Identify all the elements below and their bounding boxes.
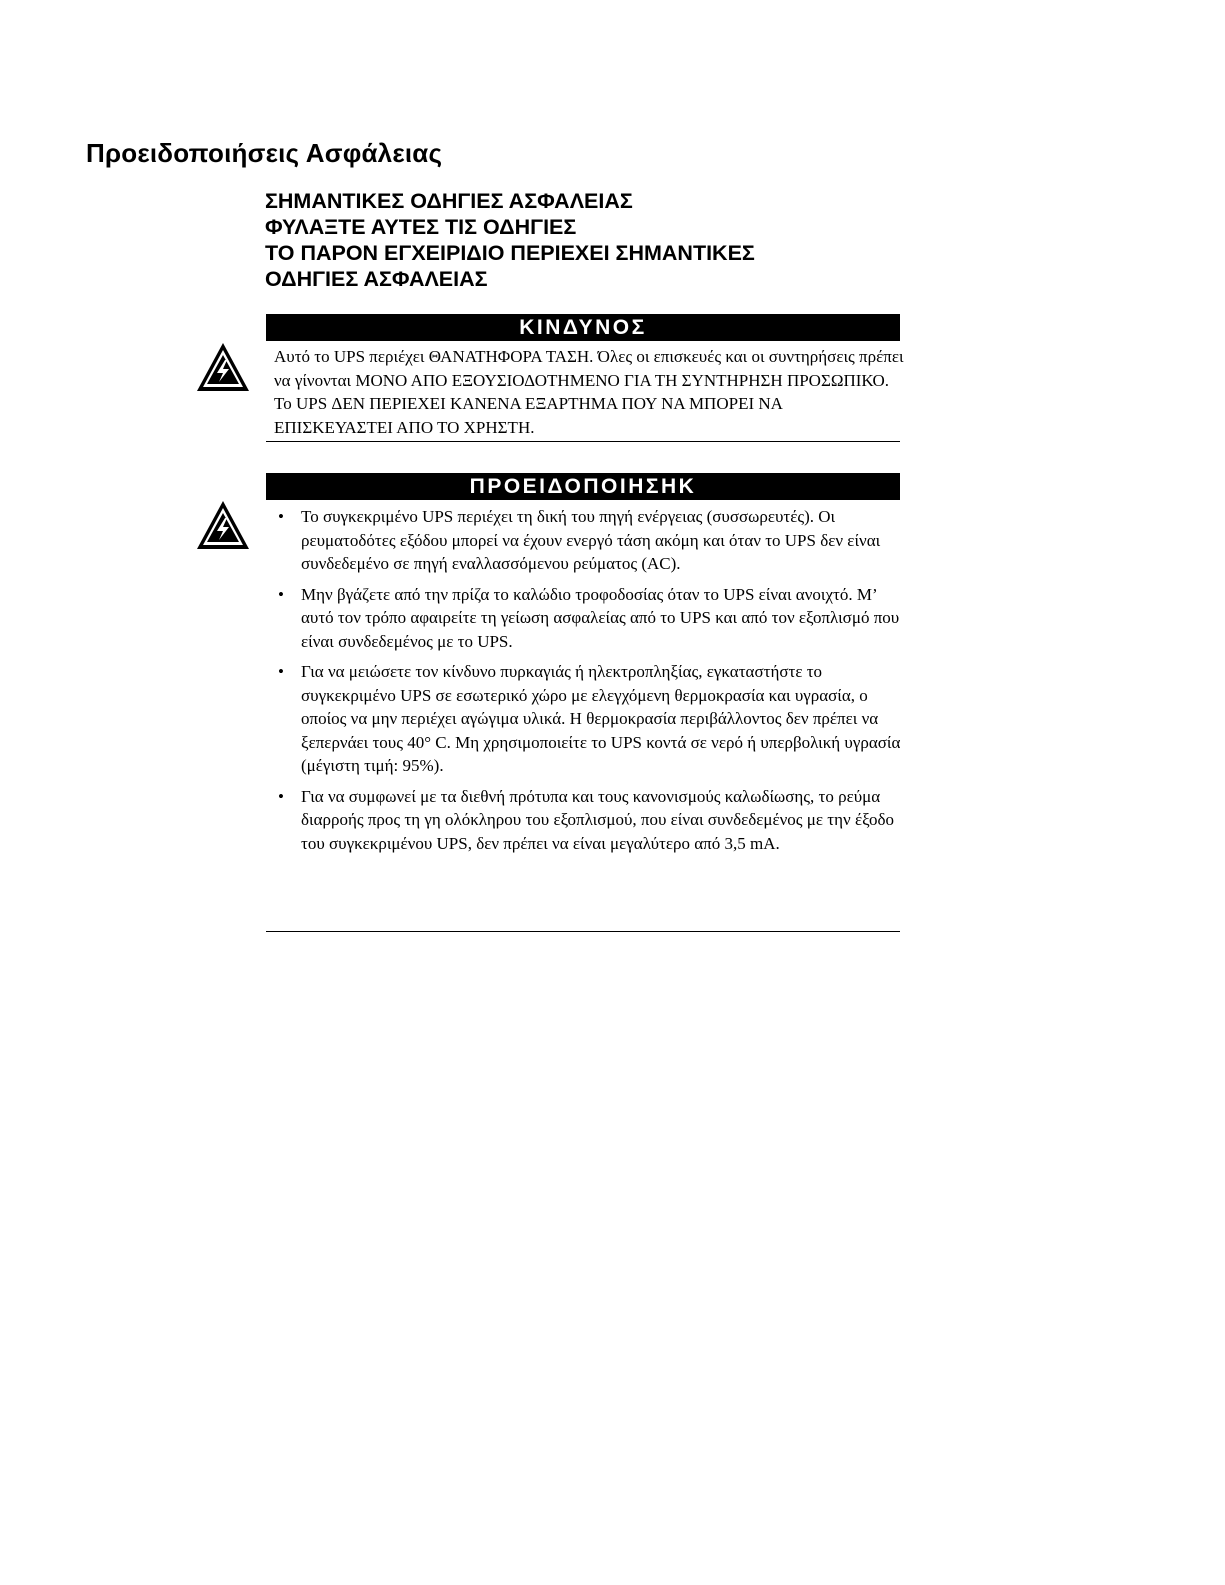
bullet: • (278, 786, 284, 806)
important-line-2: ΦΥΛΑΞΤΕ ΑΥΤΕΣ ΤΙΣ ΟΔΗΓΙΕΣ (265, 215, 577, 239)
section-divider (266, 931, 900, 932)
list-item (270, 785, 910, 856)
section-divider (266, 441, 900, 442)
list-item (270, 660, 910, 778)
important-line-1: ΣΗΜΑΝΤΙΚΕΣ ΟΔΗΓΙΕΣ ΑΣΦΑΛΕΙΑΣ (265, 189, 633, 213)
list-item-text: Το συγκεκριμένο UPS περιέχει τη δική του πηγή ενέργειας (συσσωρευτές). Οι ρευματοδότες εξόδου μπορεί να έχουν ενεργό τάση ακόμη και όταν το UPS δεν είναι συνδεδεμένο σε πηγή εναλλασσόμενου ρεύματος (AC). (301, 507, 881, 573)
danger-header: ΚΙΝΔΥΝΟΣ (266, 314, 900, 341)
list-item-text: Για να μειώσετε τον κίνδυνο πυρκαγιάς ή ηλεκτροπληξίας, εγκαταστήστε το συγκεκριμένο UPS σε εσωτερικό χώρο με ελεγχόμενη θερμοκρασία και υγρασία, ο οποίος να μην περιέχει αγώγιμα υλικά. Η θερμοκρασία περιβάλλοντος δεν πρέπει να ξεπερνάει τους 40° C. Μη χρησιμοποιείτε το UPS κοντά σε νερό ή υπερβολική υγρασία (μέγιστη τιμή: 95%). (301, 662, 901, 775)
high-voltage-warning-icon (196, 342, 250, 392)
bullet: • (278, 662, 284, 681)
high-voltage-warning-icon (196, 500, 250, 550)
list-item (270, 583, 910, 654)
bullet: • (278, 507, 284, 526)
important-line-4: ΟΔΗΓΙΕΣ ΑΣΦΑΛΕΙΑΣ (265, 267, 488, 291)
warning-header: ΠΡΟΕΙΔΟΠΟΙΗΣΗΚ (266, 473, 900, 500)
warning-list (270, 505, 910, 862)
list-item-text: Μην βγάζετε από την πρίζα το καλώδιο τροφοδοσίας όταν το UPS είναι ανοιχτό. Μ’ αυτό τον τρόπο αφαιρείτε τη γείωση ασφαλείας από το UPS και από τον εξοπλισμό που είναι συνδεδεμένος με το UPS. (301, 584, 900, 651)
page-title: Προειδοποιήσεις Ασφάλειας (86, 138, 443, 168)
danger-text: Αυτό το UPS περιέχει ΘΑΝΑΤΗΦΟΡΑ ΤΑΣΗ. Όλες οι επισκευές και οι συντηρήσεις πρέπει να γίνονται ΜΟΝΟ ΑΠΟ ΕΞΟΥΣΙΟΔΟΤΗΜΕΝΟ ΓΙΑ ΤΗ ΣΥΝΤΗΡΗΣΗ ΠΡΟΣΩΠΙΚΟ. Το UPS ΔΕΝ ΠΕΡΙΕΧΕΙ ΚΑΝΕΝΑ ΕΞΑΡΤΗΜΑ ΠΟΥ ΝΑ ΜΠΟΡΕΙ ΝΑ ΕΠΙΣΚΕΥΑΣΤΕΙ ΑΠΟ ΤΟ ΧΡΗΣΤΗ. (274, 347, 904, 437)
important-line-3: ΤΟ ΠΑΡΟΝ ΕΓΧΕΙΡΙΔΙΟ ΠΕΡΙΕΧΕΙ ΣΗΜΑΝΤΙΚΕΣ (265, 241, 755, 265)
important-instructions (265, 188, 905, 292)
bullet: • (278, 584, 284, 604)
list-item-text: Για να συμφωνεί με τα διεθνή πρότυπα και τους κανονισμούς καλωδίωσης, το ρεύμα διαρροής προς τη γη ολόκληρου του εξοπλισμού, που είναι συνδεδεμένος με την έξοδο του συγκεκριμένου UPS, δεν πρέπει να είναι μεγαλύτερο από 3,5 mA. (301, 786, 895, 853)
list-item (270, 505, 910, 576)
